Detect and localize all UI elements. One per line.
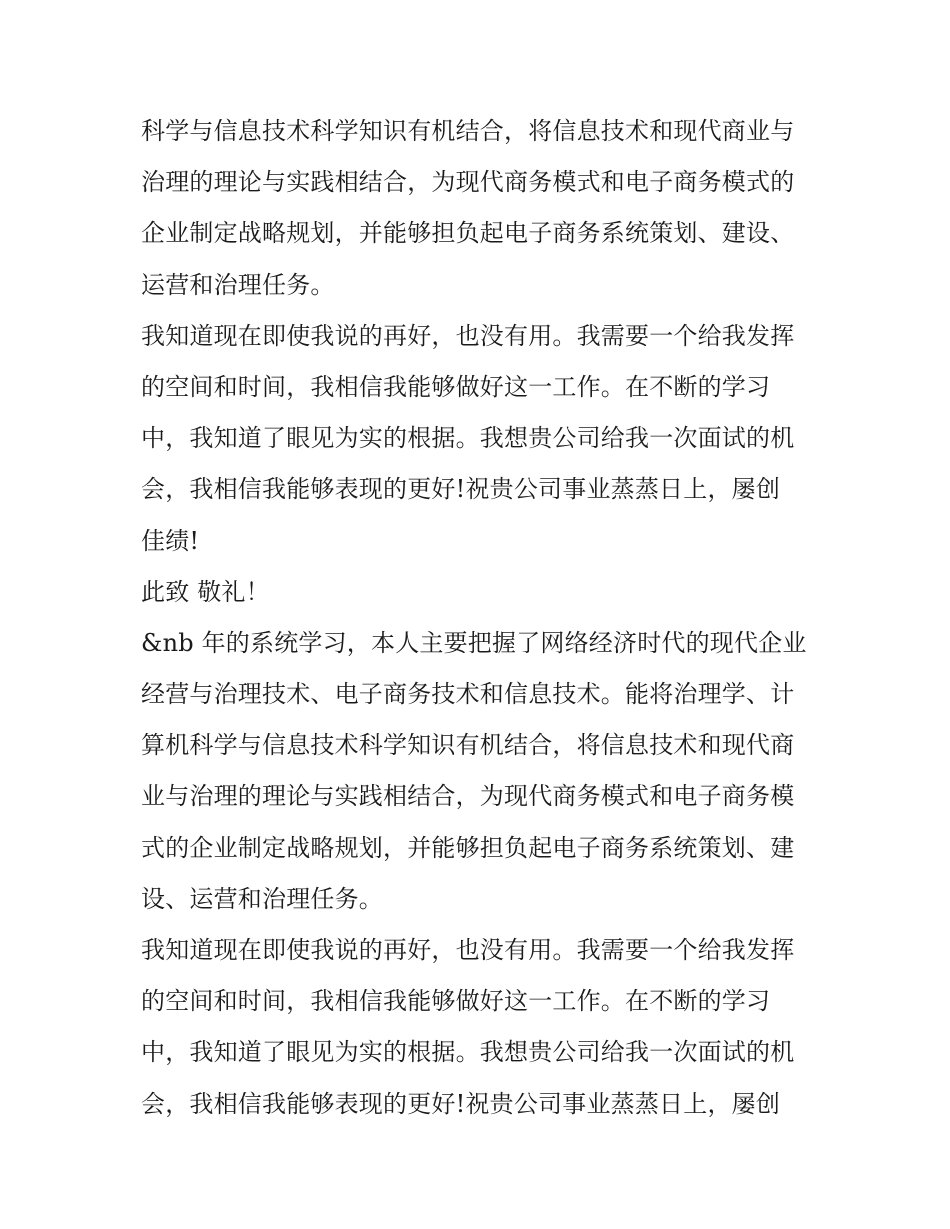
text-line: 中，我知道了眼见为实的根据。我想贵公司给我一次面试的机 bbox=[141, 424, 795, 453]
text-line: 中，我知道了眼见为实的根据。我想贵公司给我一次面试的机 bbox=[141, 1038, 795, 1067]
text-line: &nb 年的系统学习，本人主要把握了网络经济时代的现代企业 bbox=[141, 628, 807, 657]
text-line: 设、运营和治理任务。 bbox=[141, 884, 383, 913]
text-line: 业与治理的理论与实践相结合，为现代商务模式和电子商务模 bbox=[141, 782, 795, 811]
text-line: 企业制定战略规划，并能够担负起电子商务系统策划、建设、 bbox=[141, 219, 795, 248]
text-line: 式的企业制定战略规划，并能够担负起电子商务系统策划、建 bbox=[141, 833, 795, 862]
text-line: 治理的理论与实践相结合，为现代商务模式和电子商务模式的 bbox=[141, 168, 795, 197]
text-line: 我知道现在即使我说的再好，也没有用。我需要一个给我发挥 bbox=[141, 321, 795, 350]
text-line: 会，我相信我能够表现的更好!祝贵公司事业蒸蒸日上，屡创 bbox=[141, 1089, 781, 1118]
text-line: 的空间和时间，我相信我能够做好这一工作。在不断的学习 bbox=[141, 987, 771, 1016]
text-line: 科学与信息技术科学知识有机结合，将信息技术和现代商业与 bbox=[141, 117, 795, 145]
document-page bbox=[141, 106, 821, 1130]
text-line: 经营与治理技术、电子商务技术和信息技术。能将治理学、计 bbox=[141, 680, 795, 709]
text-line: 算机科学与信息技术科学知识有机结合，将信息技术和现代商 bbox=[141, 731, 795, 760]
text-line: 的空间和时间，我相信我能够做好这一工作。在不断的学习 bbox=[141, 372, 771, 401]
text-line: 我知道现在即使我说的再好，也没有用。我需要一个给我发挥 bbox=[141, 936, 795, 964]
text-line: 会，我相信我能够表现的更好!祝贵公司事业蒸蒸日上，屡创 bbox=[141, 475, 781, 504]
salutation-line: 此致 敬礼！ bbox=[141, 577, 270, 606]
text-line: 佳绩! bbox=[141, 526, 200, 555]
text-line: 运营和治理任务。 bbox=[141, 270, 335, 299]
